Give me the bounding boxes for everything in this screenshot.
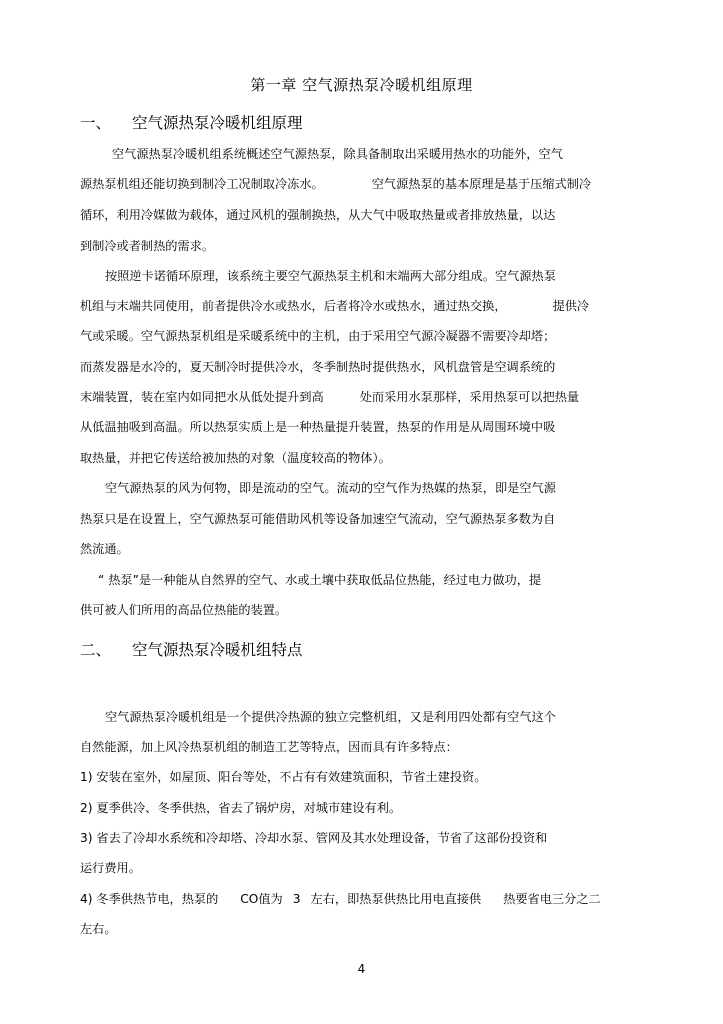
section-title-2: 空气源热泵冷暖机组特点: [132, 641, 303, 659]
section-number-1: 一、: [80, 114, 112, 132]
paragraph-line: [80, 388, 579, 405]
text-fragment: 热要省电三分之二: [503, 892, 601, 906]
paragraph-line: 然流通。: [80, 542, 129, 556]
chapter-title: 第一章 空气源热泵冷暖机组原理: [250, 76, 473, 94]
page-number: 4: [357, 962, 366, 976]
paragraph-line: 而蒸发器是水冷的，夏天制冷时提供冷水，冬季制热时提供热水，风机盘管是空调系统的: [80, 360, 556, 374]
section-heading-1: [80, 111, 303, 133]
paragraph-line: 从低温抽吸到高温。所以热泵实质上是一种热量提升装置，热泵的作用是从周围环境中吸: [80, 420, 556, 434]
list-item: 1) 安装在室外，如屋顶、阳台等处，不占有有效建筑面积，节省土建投资。: [80, 770, 487, 784]
section-title-1: 空气源热泵冷暖机组原理: [132, 114, 303, 132]
paragraph-line: 到制冷或者制热的需求。: [80, 239, 215, 253]
list-item: 3) 省去了冷却水系统和冷却塔、冷却水泵、管网及其水处理设备，节省了这部份投资和: [80, 831, 548, 845]
text-fragment: 空气源热泵的基本原理是基于压缩式制冷: [371, 177, 592, 191]
paragraph-line: [80, 297, 589, 314]
paragraph-line: 气或采暖。空气源热泵机组是采暖系统中的主机，由于采用空气源冷凝器不需要冷却塔；: [80, 329, 556, 343]
section-heading-2: [80, 638, 303, 660]
paragraph-line: 空气源热泵的风为何物，即是流动的空气。流动的空气作为热媒的热泵，即是空气源: [105, 481, 556, 495]
paragraph-line: 热泵只是在设置上，空气源热泵可能借助风机等设备加速空气流动，空气源热泵多数为自: [80, 512, 556, 526]
paragraph-line: 空气源热泵冷暖机组是一个提供冷热源的独立完整机组，又是利用四处都有空气这个: [105, 710, 556, 724]
paragraph-line: 自然能源，加上风冷热泵机组的制造工艺等特点，因而具有许多特点：: [80, 740, 458, 754]
text-fragment: 左右，即热泵供热比用电直接供: [310, 892, 482, 906]
list-item: [80, 890, 601, 907]
paragraph-line: 供可被人们所用的高品位热能的装置。: [80, 603, 288, 617]
paragraph-line: 取热量，并把它传送给被加热的对象（温度较高的物体）。: [80, 451, 391, 465]
paragraph-line: 按照逆卡诺循环原理，该系统主要空气源热泵主机和末端两大部分组成。空气源热泵: [105, 269, 556, 283]
paragraph-line: [80, 175, 591, 192]
list-item-continuation: 左右。: [80, 922, 117, 936]
text-fragment: 3: [292, 892, 301, 906]
paragraph-line: 循环，利用冷媒做为载体，通过风机的强制换热，从大气中吸取热量或者排放热量，以达: [80, 208, 556, 222]
text-fragment: 源热泵机组还能切换到制冷工况制取冷冻水。: [80, 177, 324, 191]
text-fragment: CO值为: [240, 892, 283, 906]
text-fragment: 机组与末端共同使用，前者提供冷水或热水，后者将冷水或热水，通过热交换，: [80, 299, 507, 313]
text-fragment: 处而采用水泵那样，采用热泵可以把热量: [359, 390, 580, 404]
section-number-2: 二、: [80, 641, 112, 659]
list-item: 2) 夏季供冷、冬季供热，省去了锅炉房，对城市建设有利。: [80, 801, 402, 815]
text-fragment: 4) 冬季供热节电，热泵的: [80, 892, 219, 906]
text-fragment: 提供冷: [552, 299, 590, 313]
paragraph-line: 空气源热泵冷暖机组系统概述空气源热泵，除具备制取出采暖用热水的功能外，空气: [112, 147, 563, 161]
text-fragment: 末端装置，装在室内如同把水从低处提升到高: [80, 390, 324, 404]
list-item-continuation: 运行费用。: [80, 861, 141, 875]
paragraph-line: “ 热泵”是一种能从自然界的空气、水或土壤中获取低品位热能，经过电力做功，提: [98, 573, 542, 587]
